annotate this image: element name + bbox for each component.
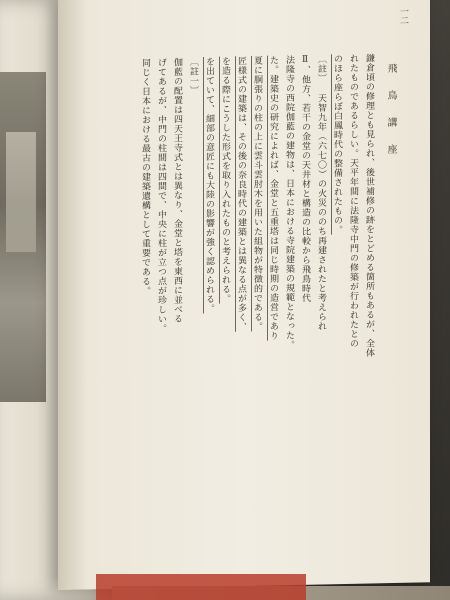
note-text-column: 同じく日本における最古の建築遺構として重要である。 [140,58,150,296]
page-number: 一二 [398,6,408,25]
text-column-underlined: た。建築史の研究によれば、金堂と五重塔は同じ時期の造営であり [268,55,278,341]
text-column: 鎌倉頃の修理とも見られ、後世補修の跡をとどめる箇所もあるが、全体 [364,53,374,358]
text-column: Ⅱ、他方、若干の金堂の天井材と構造の比較から飛鳥時代 [300,54,310,303]
text-column: れたものであるらしい。天平年間に法隆寺中門の修築が行われたとの [348,53,358,349]
body-text [74,53,374,559]
text-column-underlined: を造る際にこうした形式を取り入れたものと考えられる。 [220,56,230,304]
note-column: 〔註〕 天智九年（六七〇）の火災ののち再建されたと考えられ [316,54,326,332]
text-column-underlined: を出ていて、細部の意匠にも大陸の影響が強く認められる。 [204,56,214,314]
right-page [58,0,430,590]
text-column-underlined: のほら座らぼ白鳳時代の整備されたもの。 [332,54,342,235]
text-column-underlined: 夏に胴張りの柱の上に雲斗雲肘木を用いた組物が特徴的である。 [252,55,262,332]
note-text-column: げてあるが、中門の柱間は四間で、中央に柱が立つ点が珍しい。 [156,57,166,334]
chapter-title: 飛 鳥 講 座 [385,62,396,158]
note-text-column: 伽藍の配置は四天王寺式とは異なり、金堂と塔を東西に並べる [172,57,182,324]
text-column: 法隆寺の西院伽藍の建物は、日本における寺院建築の規範となった。 [284,55,294,350]
text-column-underlined: 匠様式の建築は、その後の奈良時代の建築とは異なる点が多く、 [236,56,246,332]
red-book-cover [96,574,306,600]
temple-photograph [0,72,46,402]
note-heading: 〔註一〕 [188,57,198,96]
